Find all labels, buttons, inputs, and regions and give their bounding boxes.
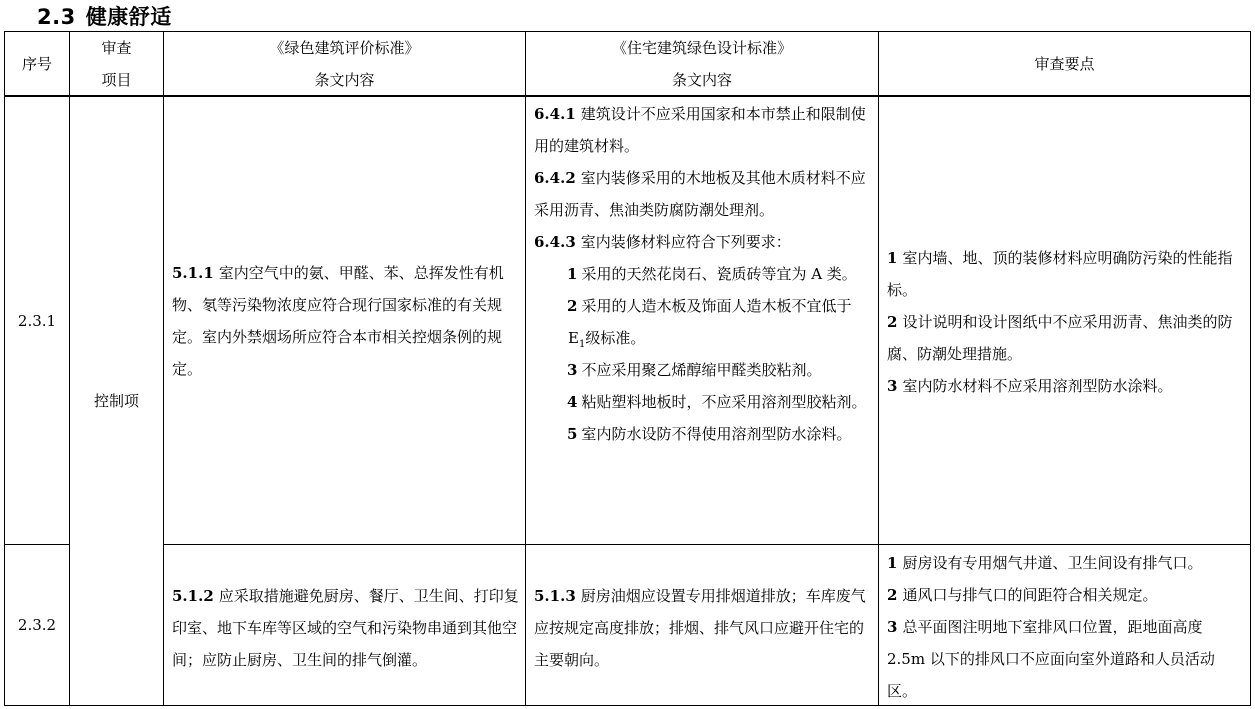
header-green-eval-sub: 条文内容 [314,70,375,89]
clause-6-4-3 [534,226,872,258]
key-point-text: 总平面图注明地下室排风口位置，距地面高度 2.5m 以下的排风口不应面向室外道路和人员活动区。 [887,618,1215,700]
table-header-divider [4,95,1251,97]
key-point-text: 室内墙、地、顶的装修材料应明确防污染的性能指标。 [887,249,1233,299]
key-point-code: 3 [887,618,898,636]
clause-code: 6.4.2 [534,169,576,187]
key-point-3 [887,370,1244,402]
header-green-eval-title: 《绿色建筑评价标准》 [269,38,420,57]
key-point-2 [887,579,1244,611]
header-residential-title: 《住宅建筑绿色设计标准》 [611,38,792,57]
clause-text: 建筑设计不应采用国家和本市禁止和限制使用的建筑材料。 [534,105,866,155]
header-item-line2: 项目 [101,70,132,89]
key-point-code: 3 [887,377,898,395]
header-key-points [879,32,1250,95]
header-key-points-label: 审查要点 [1034,54,1095,73]
key-point-code: 1 [887,249,898,267]
sub-item-text-suffix: 级标准。 [585,329,646,347]
clause-6-4-1 [534,98,872,162]
header-item [70,32,163,95]
row2-green-eval [164,580,525,676]
sub-item-text: 室内防水设防不得使用溶剂型防水涂料。 [581,425,852,443]
key-point-2 [887,306,1244,370]
header-item-line1: 审查 [101,38,132,57]
clause-text: 室内装修采用的木地板及其他木质材料不应采用沥青、焦油类防腐防潮处理剂。 [534,169,866,219]
row2-key-points [879,547,1250,707]
sub-item-2 [534,290,872,354]
header-green-eval [164,32,525,95]
section-title: 健康舒适 [85,5,172,29]
section-heading [37,3,172,31]
clause-text: 应采取措施避免厨房、餐厅、卫生间、打印复印室、地下车库等区域的空气和污染物串通到其他空间；应防止厨房、卫生间的排气倒灌。 [172,587,519,669]
sub-item-code: 2 [567,297,578,315]
sub-item-4 [534,386,872,418]
row-divider-content [164,544,1251,545]
key-point-code: 2 [887,586,898,604]
key-point-1 [887,242,1244,306]
key-point-1 [887,547,1244,579]
sub-item-text: 粘贴塑料地板时，不应采用溶剂型胶粘剂。 [581,393,867,411]
clause-text: 厨房油烟应设置专用排烟道排放；车库废气应按规定高度排放；排烟、排气风口应避开住宅的主要朝向。 [534,587,866,669]
header-residential-sub: 条文内容 [671,70,732,89]
table-border-right [1250,31,1251,706]
row1-green-eval [164,257,525,385]
subscript-grade: 1 [578,339,586,350]
clause-text: 室内装修材料应符合下列要求： [580,233,791,251]
sub-item-text: 采用的天然花岗石、瓷质砖等宜为 A 类。 [581,265,857,283]
header-residential [526,32,878,95]
sub-item-code: 3 [567,361,578,379]
sub-item-code: 4 [567,393,578,411]
clause-code: 6.4.1 [534,105,576,123]
sub-item-text: 不应采用聚乙烯醇缩甲醛类胶粘剂。 [581,361,822,379]
row1-seq-label: 2.3.1 [17,311,57,330]
sub-item-1 [534,258,872,290]
sub-item-code: 5 [567,425,578,443]
key-point-3 [887,611,1244,707]
key-point-code: 1 [887,554,898,572]
key-point-code: 2 [887,313,898,331]
category-label: 控制项 [93,392,139,410]
row1-key-points [879,242,1250,402]
row2-residential [526,580,878,676]
clause-code: 5.1.3 [534,587,576,605]
header-seq-label: 序号 [21,54,52,73]
row1-residential [526,98,878,450]
key-point-text: 通风口与排气口的间距符合相关规定。 [902,586,1158,604]
row1-seq [5,97,69,544]
clause-text: 室内空气中的氨、甲醛、苯、总挥发性有机物、氡等污染物浓度应符合现行国家标准的有关规定。室内外禁烟场所应符合本市相关控烟条例的规定。 [172,264,504,378]
clause-code: 5.1.2 [172,587,214,605]
sub-item-code: 1 [567,265,578,283]
sub-item-3 [534,354,872,386]
row2-seq [5,545,69,705]
category-cell [70,97,163,705]
clause-code: 5.1.1 [172,264,214,282]
row2-seq-label: 2.3.2 [17,616,57,634]
clause-code: 6.4.3 [534,233,576,251]
clause-6-4-2 [534,162,872,226]
header-seq [5,32,69,95]
sub-item-text: 采用的人造木板及饰面人造木板不宜低于 E [568,297,852,347]
section-number: 2.3 [37,5,76,29]
key-point-text: 室内防水材料不应采用溶剂型防水涂料。 [902,377,1173,395]
key-point-text: 厨房设有专用烟气井道、卫生间设有排气口。 [902,554,1203,572]
key-point-text: 设计说明和设计图纸中不应采用沥青、焦油类的防腐、防潮处理措施。 [887,313,1233,363]
sub-item-5 [534,418,872,450]
